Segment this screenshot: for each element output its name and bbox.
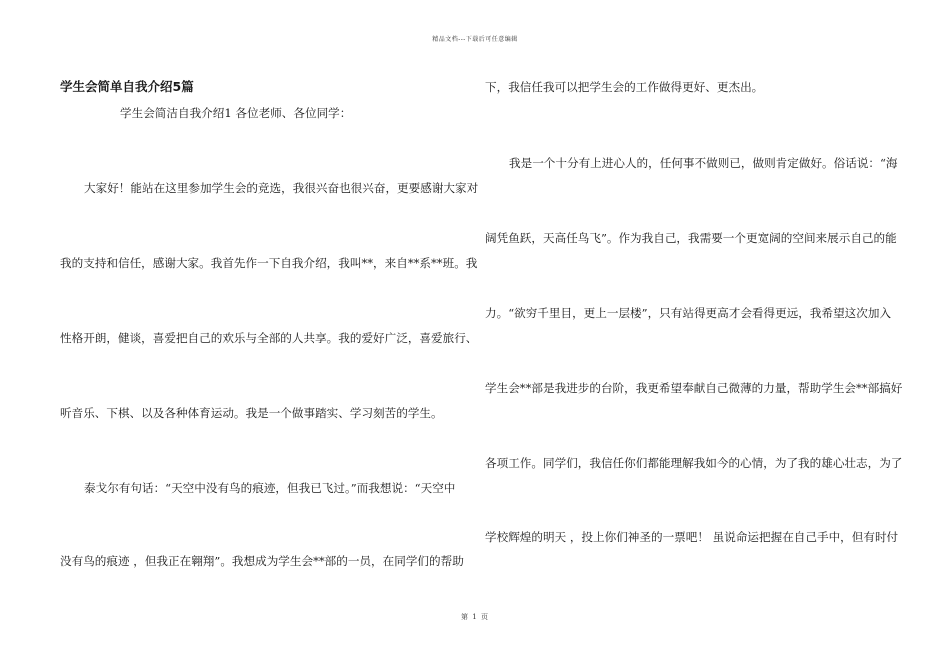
paragraph-line: 大家好！能站在这里参加学生会的竞选，我很兴奋也很兴奋，更要感谢大家对 [84,181,479,195]
paragraph-line: 我的支持和信任，感谢大家。我首先作一下自我介绍，我叫**，来自**系**班。我 [60,256,478,270]
paragraph-line: 泰戈尔有句话：“天空中没有鸟的痕迹，但我已飞过。”而我想说：“天空中 [84,481,456,495]
paragraph-line: 阔凭鱼跃，天高任鸟飞”。作为我自己，我需要一个更宽阔的空间来展示自己的能 [485,231,897,245]
paragraph-line: 学生会**部是我进步的台阶，我更希望奉献自己微薄的力量，帮助学生会**部搞好 [485,381,903,395]
page-header: 精品文档---下载后可任意编辑 [432,36,518,43]
paragraph-line: 学校辉煌的明天 ，投上你们神圣的一票吧！ 虽说命运把握在自己手中，但有时付 [485,530,899,544]
paragraph-line: 力。“欲穷千里目，更上一层楼”，只有站得更高才会看得更远，我希望这次加入 [485,306,892,320]
paragraph-line: 各项工作。同学们，我信任你们都能理解我如今的心情，为了我的雄心壮志，为了 [485,456,903,470]
document-title: 学生会简单自我介绍5篇 [60,79,194,94]
right-column [475,0,950,672]
paragraph-line: 我是一个十分有上进心人的，任何事不做则已，做则肯定做好。俗话说：“海 [509,156,898,170]
paragraph-line: 听音乐、下棋、以及各种体育运动。我是一个做事踏实、学习刻苦的学生。 [60,406,443,420]
intro-greeting: 学生会简洁自我介绍1 各位老师、各位同学： [120,106,352,120]
paragraph-line: 性格开朗，健谈，喜爱把自己的欢乐与全部的人共享。我的爱好广泛，喜爱旅行、 [60,331,478,345]
paragraph-line: 没有鸟的痕迹 ，但我正在翱翔”。我想成为学生会**部的一员，在同学们的帮助 [60,554,464,568]
paragraph-line: 下，我信任我可以把学生会的工作做得更好、更杰出。 [485,80,764,94]
page-number: 第 1 页 [461,613,489,621]
